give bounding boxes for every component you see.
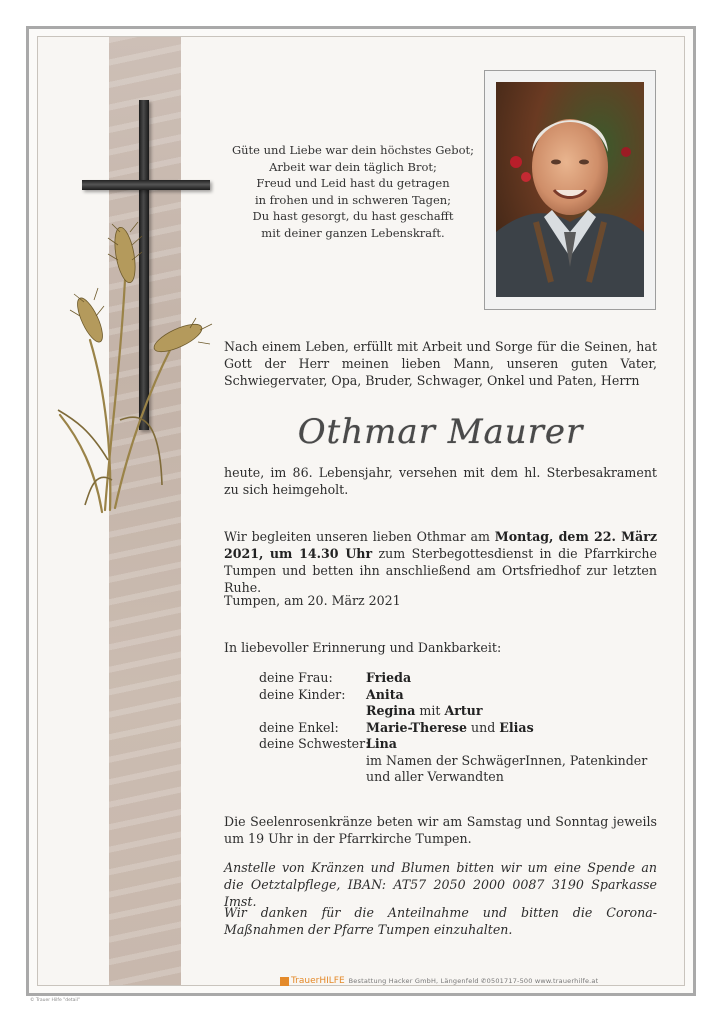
deceased-name: Othmar Maurer <box>297 412 584 452</box>
funeral-text <box>224 528 657 596</box>
poem-line: mit deiner ganzen Lebenskraft. <box>261 225 445 240</box>
footer-contact: Bestattung Hacker GmbH, Längenfeld ✆0501717-500 www.trauerhilfe.at <box>348 977 599 985</box>
place-date: Tumpen, am 20. März 2021 <box>224 593 401 608</box>
mourner-row <box>259 687 659 720</box>
wheat-ears-icon <box>50 220 220 520</box>
remembrance-heading: In liebevoller Erinnerung und Dankbarkeit: <box>224 640 502 655</box>
footer <box>280 976 660 986</box>
relatives-text: im Namen der SchwägerInnen, Patenkinder und aller Verwandten <box>366 752 648 784</box>
mourner-row <box>259 670 659 687</box>
intro-text: Nach einem Leben, erfüllt mit Arbeit und Sorge für die Seinen, hat Gott der Herr meinen lieben Mann, unseren guten Vater, Schwiegervater, Opa, Bruder, Schwager, Onkel und Paten, Herrn <box>224 339 657 388</box>
funeral-time: um 14.30 Uhr <box>269 546 373 561</box>
poem-line: Du hast gesorgt, du hast geschafft <box>252 209 454 223</box>
mourner-name: Frieda <box>366 670 412 685</box>
poem-line: Güte und Liebe war dein höchstes Gebot; <box>231 143 475 157</box>
memorial-poem <box>228 142 478 241</box>
poem-line: in frohen und in schweren Tagen; <box>254 192 452 207</box>
funeral-text-part: zum Sterbegottesdienst in die Pfarrkirche Tumpen und betten ihn anschließend am Ortsfriedhof zur letzten Ruhe. <box>224 546 657 595</box>
mourner-name: Elias <box>499 719 534 735</box>
portrait-photo <box>496 82 644 297</box>
poem-line: Arbeit war dein täglich Brot; <box>269 159 437 174</box>
mourner-row <box>259 736 659 786</box>
poem-line: Freud und Leid hast du getragen <box>256 176 450 190</box>
mourner-name: Lina <box>366 736 397 751</box>
thanks-text: Wir danken für die Anteilnahme und bitten die Corona-Maßnahmen der Pfarre Tumpen einzuhalten. <box>224 905 657 937</box>
mourner-name: Marie-Therese <box>366 719 467 735</box>
footer-brand: TrauerHILFE <box>291 976 345 986</box>
relation-label: deine Kinder: <box>259 686 346 702</box>
mourner-name: Regina <box>366 703 416 718</box>
relation-label: deine Enkel: <box>259 719 339 735</box>
death-text: heute, im 86. Lebensjahr, versehen mit dem hl. Sterbesakrament zu sich heimgeholt. <box>224 465 657 497</box>
relation-label: deine Frau: <box>259 670 333 685</box>
connector-text: und <box>466 719 500 735</box>
funeral-date: Montag, dem 22. März 2021, <box>224 529 657 561</box>
mourner-row <box>259 720 659 737</box>
rosary-text: Die Seelenrosenkränze beten wir am Samstag und Sonntag jeweils um 19 Uhr in der Pfarrkirche Tumpen. <box>224 814 657 846</box>
mourners-list <box>259 670 659 786</box>
trauerhilfe-logo-icon <box>280 977 289 986</box>
cross-horizontal-beam <box>82 180 210 190</box>
funeral-text-part: Wir begleiten unseren lieben Othmar am <box>224 529 495 544</box>
donation-text: Anstelle von Kränzen und Blumen bitten wir um eine Spende an die Oetztalpflege, IBAN: AT57 2050 2000 0087 3190 Sparkasse Imst. <box>224 860 657 909</box>
connector-text: mit <box>415 703 445 718</box>
relation-label: deine Schwester: <box>259 736 370 751</box>
mourner-name: Artur <box>444 703 483 718</box>
mourner-name: Anita <box>366 686 404 702</box>
copyright-note: © Trauer Hilfe "detail" <box>30 998 80 1003</box>
